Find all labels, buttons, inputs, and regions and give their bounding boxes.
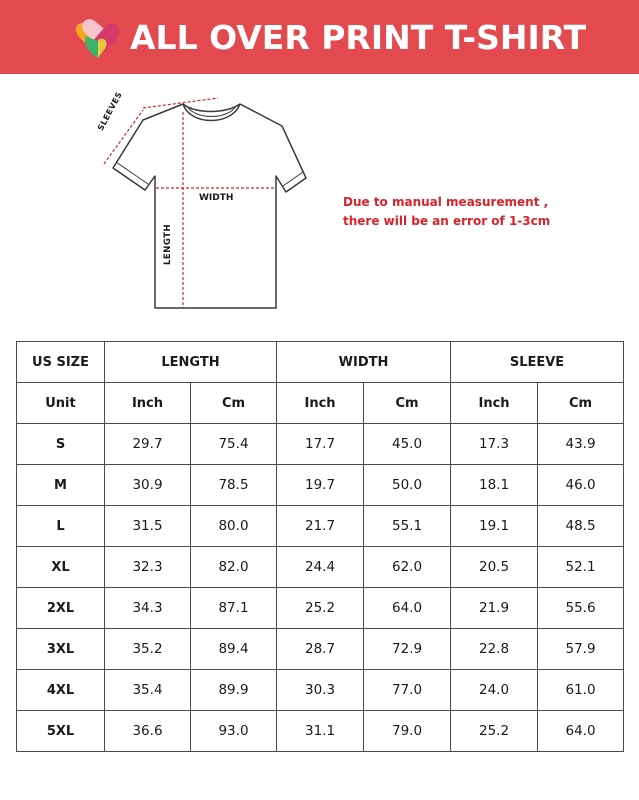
- measurement-cell: 31.1: [277, 711, 364, 752]
- us-size-header: US SIZE: [17, 342, 105, 383]
- measurement-cell: 72.9: [364, 629, 451, 670]
- measurement-cell: 36.6: [105, 711, 191, 752]
- measurement-cell: 89.4: [191, 629, 277, 670]
- measurement-cell: 43.9: [538, 424, 624, 465]
- note-line-2: there will be an error of 1-3cm: [343, 214, 551, 228]
- size-cell: 2XL: [17, 588, 105, 629]
- measurement-cell: 78.5: [191, 465, 277, 506]
- measurement-cell: 31.5: [105, 506, 191, 547]
- measurement-cell: 45.0: [364, 424, 451, 465]
- measurement-cell: 82.0: [191, 547, 277, 588]
- unit-cell: Cm: [538, 383, 624, 424]
- measurement-cell: 57.9: [538, 629, 624, 670]
- unit-cell: Cm: [191, 383, 277, 424]
- note-line-1: Due to manual measurement ,: [343, 195, 549, 209]
- table-row: [17, 670, 624, 711]
- measurement-cell: 46.0: [538, 465, 624, 506]
- measurement-cell: 93.0: [191, 711, 277, 752]
- size-cell: 3XL: [17, 629, 105, 670]
- measurement-cell: 61.0: [538, 670, 624, 711]
- size-chart-table: [16, 341, 624, 752]
- unit-cell: Inch: [105, 383, 191, 424]
- measurement-cell: 22.8: [451, 629, 538, 670]
- page-title: ALL OVER PRINT T-SHIRT: [130, 18, 587, 57]
- measurement-cell: 29.7: [105, 424, 191, 465]
- measurement-cell: 55.6: [538, 588, 624, 629]
- table-group-header-row: [17, 342, 624, 383]
- measurement-cell: 50.0: [364, 465, 451, 506]
- sleeve-group-header: SLEEVE: [451, 342, 624, 383]
- measurement-cell: 35.2: [105, 629, 191, 670]
- size-cell: M: [17, 465, 105, 506]
- width-label: WIDTH: [199, 193, 234, 203]
- measurement-cell: 28.7: [277, 629, 364, 670]
- table-row: [17, 711, 624, 752]
- table-row: [17, 424, 624, 465]
- measurement-cell: 18.1: [451, 465, 538, 506]
- unit-cell: Inch: [277, 383, 364, 424]
- measurement-cell: 30.9: [105, 465, 191, 506]
- measurement-cell: 19.7: [277, 465, 364, 506]
- size-cell: 5XL: [17, 711, 105, 752]
- table-row: [17, 588, 624, 629]
- measurement-cell: 19.1: [451, 506, 538, 547]
- measurement-cell: 25.2: [451, 711, 538, 752]
- measurement-cell: 55.1: [364, 506, 451, 547]
- unit-header: Unit: [17, 383, 105, 424]
- tshirt-outline-icon: [0, 0, 639, 330]
- unit-cell: Inch: [451, 383, 538, 424]
- table-unit-row: [17, 383, 624, 424]
- size-rows: [17, 424, 624, 752]
- table-row: [17, 506, 624, 547]
- measurement-cell: 35.4: [105, 670, 191, 711]
- unit-cell: Cm: [364, 383, 451, 424]
- table-row: [17, 629, 624, 670]
- measurement-cell: 24.0: [451, 670, 538, 711]
- length-label: LENGTH: [163, 223, 173, 265]
- measurement-cell: 21.7: [277, 506, 364, 547]
- measurement-cell: 34.3: [105, 588, 191, 629]
- width-group-header: WIDTH: [277, 342, 451, 383]
- measurement-cell: 25.2: [277, 588, 364, 629]
- measurement-cell: 24.4: [277, 547, 364, 588]
- measurement-cell: 80.0: [191, 506, 277, 547]
- measurement-cell: 89.9: [191, 670, 277, 711]
- size-cell: 4XL: [17, 670, 105, 711]
- table-row: [17, 547, 624, 588]
- measurement-cell: 77.0: [364, 670, 451, 711]
- measurement-cell: 30.3: [277, 670, 364, 711]
- measurement-cell: 62.0: [364, 547, 451, 588]
- measurement-cell: 79.0: [364, 711, 451, 752]
- sleeves-label: SLEEVES: [96, 90, 125, 133]
- size-cell: S: [17, 424, 105, 465]
- measurement-note: [343, 193, 583, 231]
- measurement-cell: 17.3: [451, 424, 538, 465]
- measurement-cell: 48.5: [538, 506, 624, 547]
- size-cell: L: [17, 506, 105, 547]
- measurement-cell: 21.9: [451, 588, 538, 629]
- measurement-cell: 17.7: [277, 424, 364, 465]
- measurement-cell: 64.0: [538, 711, 624, 752]
- measurement-cell: 87.1: [191, 588, 277, 629]
- measurement-cell: 52.1: [538, 547, 624, 588]
- measurement-cell: 75.4: [191, 424, 277, 465]
- table-row: [17, 465, 624, 506]
- measurement-cell: 20.5: [451, 547, 538, 588]
- length-group-header: LENGTH: [105, 342, 277, 383]
- measurement-cell: 32.3: [105, 547, 191, 588]
- size-cell: XL: [17, 547, 105, 588]
- measurement-cell: 64.0: [364, 588, 451, 629]
